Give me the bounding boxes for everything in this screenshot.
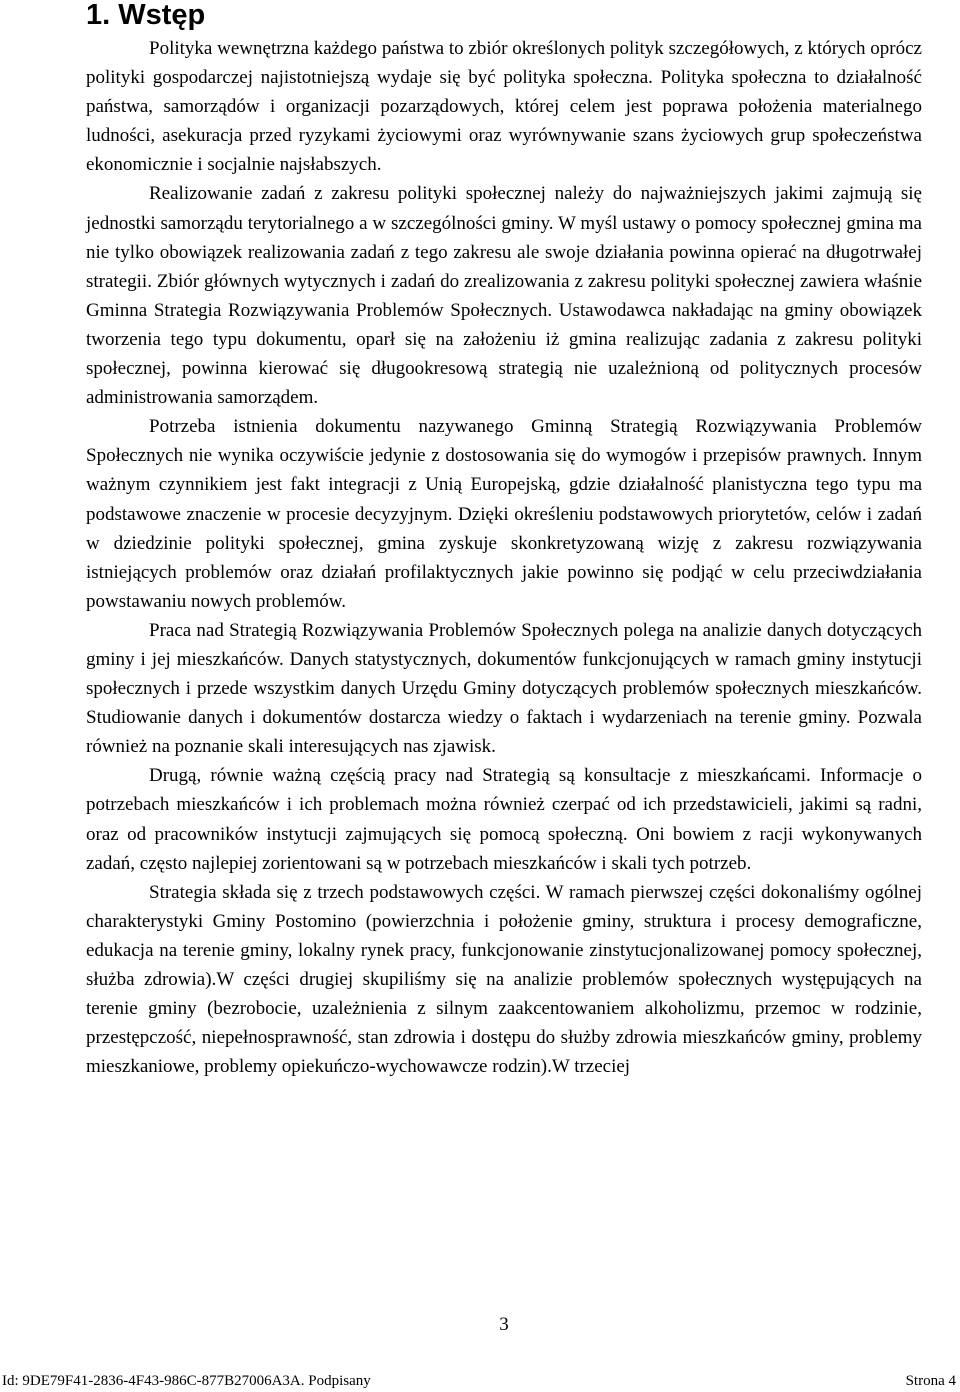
footer-page-label: Strona 4 — [905, 1373, 956, 1389]
paragraph-3: Potrzeba istnienia dokumentu nazywanego Gminną Strategią Rozwiązywania Problemów Społecznych nie wynika oczywiście jedynie z dostosowania się do wymogów i przepisów prawnych. Innym ważnym czynnikiem jest fakt integracji z Unią Europejską, gdzie działalność planistyczna tego typu ma podstawowe znaczenie w procesie decyzyjnym. Dzięki określeniu podstawowych priorytetów, celów i zadań w dziedzinie polityki społecznej, gmina zyskuje skonkretyzowaną wizję z zakresu rozwiązywania istniejących problemów oraz działań profilaktycznych jakie powinno się podjąć w celu przeciwdziałania powstawaniu nowych problemów. — [86, 416, 922, 612]
paragraph-5: Drugą, równie ważną częścią pracy nad Strategią są konsultacje z mieszkańcami. Informacje o potrzebach mieszkańców i ich problemach można również czerpać od ich przedstawicieli, jakimi są radni, oraz od pracowników instytucji zajmujących się pomocą społeczną. Oni bowiem z racji wykonywanych zadań, często najlepiej zorientowani są w potrzebach mieszkańców i skali tych potrzeb. — [86, 765, 922, 874]
paragraph-1: Polityka wewnętrzna każdego państwa to zbiór określonych polityk szczegółowych, z których oprócz polityki gospodarczej najistotniejszą wydaje się być polityka społeczna. Polityka społeczna to działalność państwa, samorządów i organizacji pozarządowych, której celem jest poprawa położenia materialnego ludności, asekuracja przed ryzykami życiowymi oraz wyrównywanie szans życiowych grup społeczeństwa ekonomicznie i socjalnie najsłabszych. — [86, 38, 922, 176]
page-number: 3 — [499, 1314, 509, 1335]
paragraph-2: Realizowanie zadań z zakresu polityki społecznej należy do najważniejszych jakimi zajmują się jednostki samorządu terytorialnego a w szczególności gminy. W myśl ustawy o pomocy społecznej gmina ma nie tylko obowiązek realizowania zadań z tego zakresu ale swoje działania powinna opierać na długotrwałej strategii. Zbiór głównych wytycznych i zadań do zrealizowania z zakresu polityki społecznej zawiera właśnie Gminna Strategia Rozwiązywania Problemów Społecznych. Ustawodawca nakładając na gminy obowiązek tworzenia tego typu dokumentu, oparł się na założeniu iż gmina realizując zadania z zakresu polityki społecznej, powinna kierować się długookresową strategią nie uzależnioną od politycznych procesów administrowania samorządem. — [86, 183, 922, 409]
paragraph-6: Strategia składa się z trzech podstawowych części. W ramach pierwszej części dokonaliśmy ogólnej charakterystyki Gminy Postomino (powierzchnia i położenie gminy, struktura i procesy demograficzne, edukacja na terenie gminy, lokalny rynek pracy, funkcjonowanie zinstytucjonalizowanej pomocy społecznej, służba zdrowia).W części drugiej skupiliśmy się na analizie problemów społecznych występujących na terenie gminy (bezrobocie, uzależnienia z silnym zaakcentowaniem alkoholizmu, przemoc w rodzinie, przestępczość, niepełnosprawność, stan zdrowia i dostępu do służby zdrowia mieszkańców gminy, problemy mieszkaniowe, problemy opiekuńczo-wychowawcze rodzin).W trzeciej — [86, 881, 922, 1078]
paragraph-4: Praca nad Strategią Rozwiązywania Problemów Społecznych polega na analizie danych dotyczących gminy i jej mieszkańców. Danych statystycznych, dokumentów funkcjonujących w ramach gminy instytucji społecznych i przede wszystkim danych Urzędu Gminy dotyczących problemów społecznych mieszkańców. Studiowanie danych i dokumentów dostarcza wiedzy o faktach i wydarzeniach na terenie gminy. Pozwala również na poznanie skali interesujących nas zjawisk. — [86, 619, 922, 758]
section-heading: 1. Wstęp — [86, 0, 206, 31]
body-text — [86, 34, 922, 1081]
footer-document-id: Id: 9DE79F41-2836-4F43-986C-877B27006A3A. Podpisany — [2, 1373, 371, 1389]
